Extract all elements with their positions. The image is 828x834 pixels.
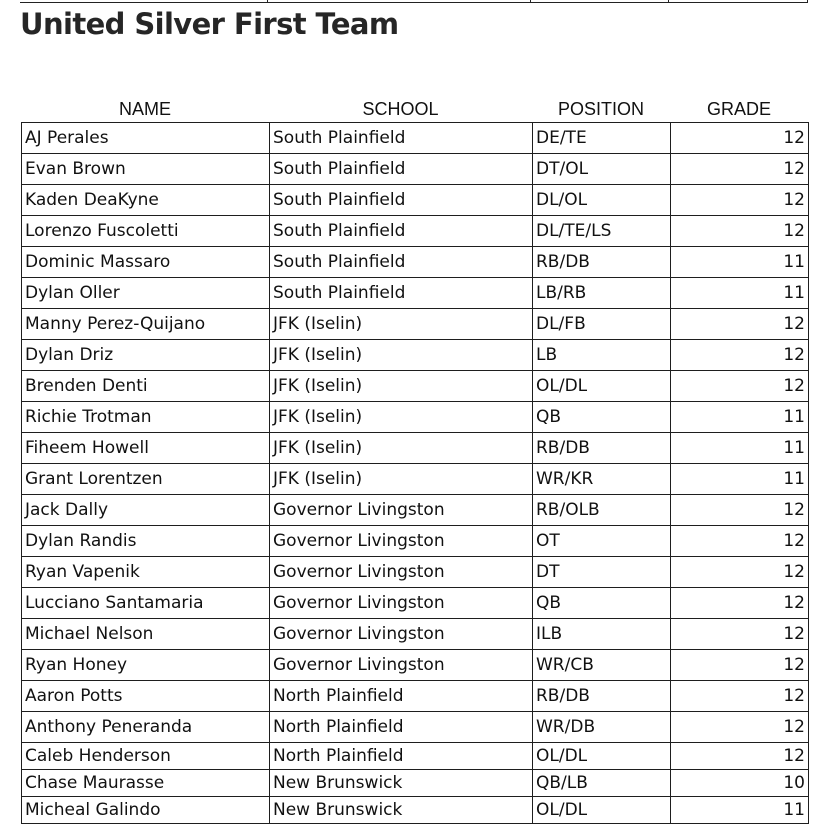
grade-cell: 10 [671, 770, 809, 797]
table-row [22, 526, 809, 557]
table-row [22, 340, 809, 371]
school-cell: JFK (Iselin) [270, 309, 533, 340]
school-cell: JFK (Iselin) [270, 402, 533, 433]
grade-cell: 12 [671, 495, 809, 526]
grade-cell: 11 [671, 433, 809, 464]
position-cell: OL/DL [533, 743, 671, 770]
grade-cell: 12 [671, 216, 809, 247]
school-cell: Governor Livingston [270, 495, 533, 526]
grade-cell: 12 [671, 619, 809, 650]
grade-cell: 12 [671, 712, 809, 743]
table-row [22, 154, 809, 185]
table-row [22, 712, 809, 743]
grade-cell: 12 [671, 650, 809, 681]
top-table-border [20, 0, 808, 3]
player-name-cell: Dylan Driz [22, 340, 270, 371]
position-cell: DT/OL [533, 154, 671, 185]
grade-cell: 12 [671, 588, 809, 619]
school-cell: Governor Livingston [270, 526, 533, 557]
roster-table [21, 122, 809, 824]
header-position: POSITION [557, 99, 644, 119]
grade-cell: 11 [671, 402, 809, 433]
table-row [22, 495, 809, 526]
grade-cell: 12 [671, 557, 809, 588]
page-title: United Silver First Team [20, 7, 399, 41]
table-row [22, 743, 809, 770]
table-header-row [21, 96, 808, 122]
position-cell: WR/DB [533, 712, 671, 743]
school-cell: JFK (Iselin) [270, 371, 533, 402]
position-cell: LB [533, 340, 671, 371]
table-row [22, 619, 809, 650]
position-cell: DT [533, 557, 671, 588]
school-cell: North Plainfield [270, 681, 533, 712]
table-row [22, 464, 809, 495]
grade-cell: 12 [671, 340, 809, 371]
position-cell: RB/DB [533, 681, 671, 712]
grade-cell: 12 [671, 309, 809, 340]
school-cell: South Plainfield [270, 278, 533, 309]
header-name: NAME [118, 99, 171, 119]
grade-cell: 11 [671, 247, 809, 278]
player-name-cell: Ryan Vapenik [22, 557, 270, 588]
table-row [22, 770, 809, 797]
player-name-cell: Caleb Henderson [22, 743, 270, 770]
top-column-divider [267, 0, 268, 2]
player-name-cell: Dylan Oller [22, 278, 270, 309]
grade-cell: 12 [671, 526, 809, 557]
position-cell: RB/DB [533, 433, 671, 464]
player-name-cell: Jack Dally [22, 495, 270, 526]
school-cell: Governor Livingston [270, 619, 533, 650]
position-cell: DL/OL [533, 185, 671, 216]
player-name-cell: Chase Maurasse [22, 770, 270, 797]
position-cell: QB/LB [533, 770, 671, 797]
table-row [22, 557, 809, 588]
school-cell: South Plainfield [270, 247, 533, 278]
player-name-cell: Richie Trotman [22, 402, 270, 433]
position-cell: RB/DB [533, 247, 671, 278]
school-cell: North Plainfield [270, 743, 533, 770]
position-cell: DE/TE [533, 123, 671, 154]
school-cell: Governor Livingston [270, 588, 533, 619]
player-name-cell: Micheal Galindo [22, 797, 270, 824]
school-cell: South Plainfield [270, 216, 533, 247]
table-row [22, 681, 809, 712]
player-name-cell: Kaden DeaKyne [22, 185, 270, 216]
position-cell: WR/CB [533, 650, 671, 681]
player-name-cell: Anthony Peneranda [22, 712, 270, 743]
grade-cell: 12 [671, 185, 809, 216]
player-name-cell: AJ Perales [22, 123, 270, 154]
grade-cell: 11 [671, 797, 809, 824]
top-column-divider [668, 0, 669, 2]
position-cell: WR/KR [533, 464, 671, 495]
table-row [22, 371, 809, 402]
top-column-divider [530, 0, 531, 2]
position-cell: DL/FB [533, 309, 671, 340]
table-row [22, 309, 809, 340]
player-name-cell: Fiheem Howell [22, 433, 270, 464]
table-row [22, 123, 809, 154]
player-name-cell: Ryan Honey [22, 650, 270, 681]
position-cell: DL/TE/LS [533, 216, 671, 247]
player-name-cell: Aaron Potts [22, 681, 270, 712]
school-cell: Governor Livingston [270, 650, 533, 681]
grade-cell: 11 [671, 464, 809, 495]
school-cell: JFK (Iselin) [270, 340, 533, 371]
school-cell: South Plainfield [270, 154, 533, 185]
position-cell: QB [533, 402, 671, 433]
table-row [22, 402, 809, 433]
table-row [22, 216, 809, 247]
player-name-cell: Evan Brown [22, 154, 270, 185]
school-cell: South Plainfield [270, 123, 533, 154]
position-cell: RB/OLB [533, 495, 671, 526]
school-cell: JFK (Iselin) [270, 433, 533, 464]
player-name-cell: Brenden Denti [22, 371, 270, 402]
grade-cell: 12 [671, 123, 809, 154]
table-row [22, 247, 809, 278]
table-row [22, 278, 809, 309]
school-cell: New Brunswick [270, 770, 533, 797]
school-cell: JFK (Iselin) [270, 464, 533, 495]
table-row [22, 185, 809, 216]
player-name-cell: Dylan Randis [22, 526, 270, 557]
table-row [22, 650, 809, 681]
grade-cell: 12 [671, 371, 809, 402]
position-cell: LB/RB [533, 278, 671, 309]
school-cell: New Brunswick [270, 797, 533, 824]
table-row [22, 797, 809, 824]
player-name-cell: Lucciano Santamaria [22, 588, 270, 619]
header-school: SCHOOL [362, 99, 439, 119]
table-row [22, 433, 809, 464]
position-cell: OT [533, 526, 671, 557]
school-cell: South Plainfield [270, 185, 533, 216]
table-row [22, 588, 809, 619]
player-name-cell: Dominic Massaro [22, 247, 270, 278]
player-name-cell: Lorenzo Fuscoletti [22, 216, 270, 247]
header-grade: GRADE [706, 99, 771, 119]
grade-cell: 12 [671, 743, 809, 770]
grade-cell: 11 [671, 278, 809, 309]
position-cell: OL/DL [533, 797, 671, 824]
school-cell: North Plainfield [270, 712, 533, 743]
player-name-cell: Michael Nelson [22, 619, 270, 650]
position-cell: OL/DL [533, 371, 671, 402]
player-name-cell: Grant Lorentzen [22, 464, 270, 495]
grade-cell: 12 [671, 154, 809, 185]
top-column-divider [807, 0, 808, 2]
position-cell: QB [533, 588, 671, 619]
player-name-cell: Manny Perez-Quijano [22, 309, 270, 340]
position-cell: ILB [533, 619, 671, 650]
school-cell: Governor Livingston [270, 557, 533, 588]
grade-cell: 12 [671, 681, 809, 712]
